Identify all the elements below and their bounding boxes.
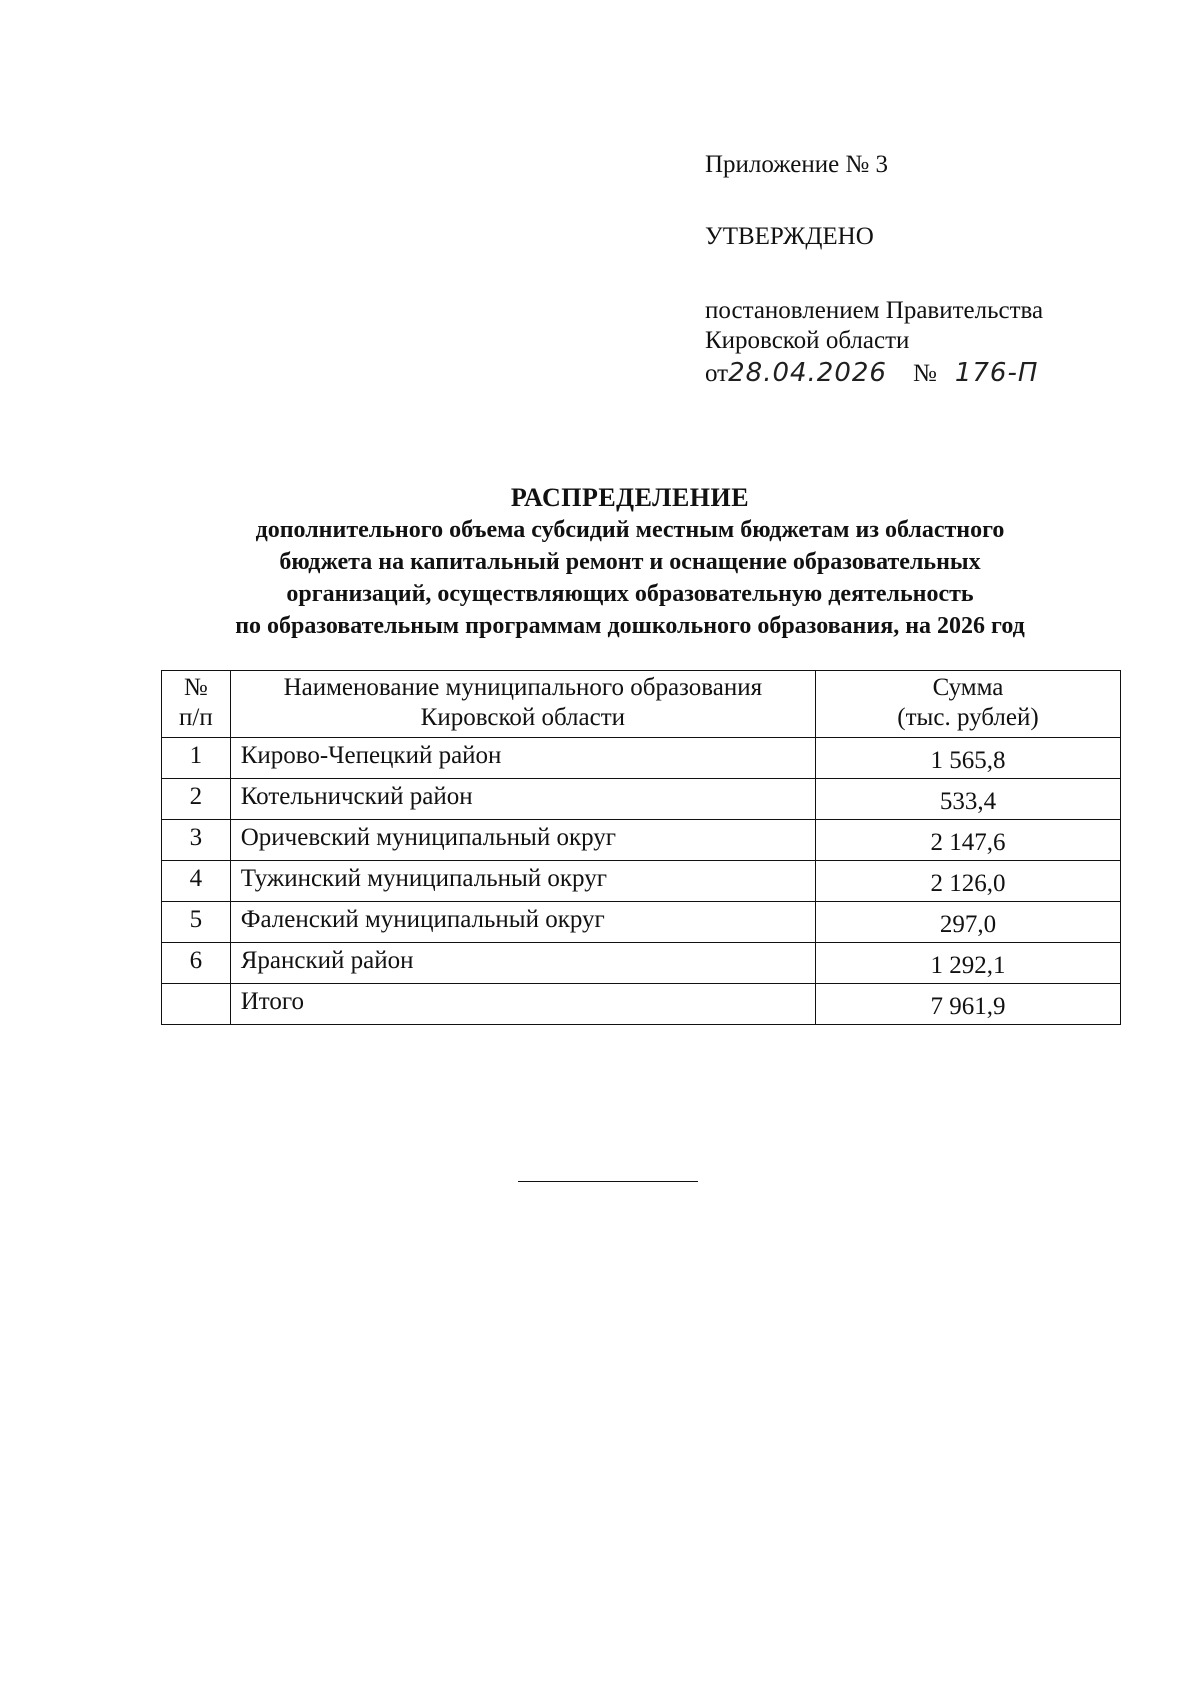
row-sum: 533,4	[815, 779, 1120, 820]
heading-title: РАСПРЕДЕЛЕНИЕ	[510, 483, 750, 512]
document-heading	[150, 482, 1110, 642]
header-name-line2: Кировской области	[420, 704, 626, 731]
table-row	[162, 820, 1121, 861]
row-sum: 297,0	[815, 902, 1120, 943]
header-number-line2: п/п	[179, 704, 213, 731]
row-number: 2	[162, 779, 231, 820]
approval-block	[705, 150, 1145, 389]
header-sum-line1: Сумма	[932, 674, 1004, 701]
row-name: Оричевский муниципальный округ	[230, 820, 815, 861]
distribution-table	[161, 670, 1121, 1025]
table-row	[162, 943, 1121, 984]
row-name: Котельничский район	[230, 779, 815, 820]
table-header-row	[162, 671, 1121, 738]
table-total-row	[162, 984, 1121, 1025]
heading-line1: дополнительного объема субсидий местным бюджетам из областного	[255, 517, 1005, 543]
total-sum: 7 961,9	[815, 984, 1120, 1025]
row-name: Кирово-Чепецкий район	[230, 738, 815, 779]
heading-line2: бюджета на капитальный ремонт и оснащение образовательных	[279, 549, 981, 575]
header-number-line1: №	[183, 674, 208, 701]
header-name-line1: Наименование муниципального образования	[283, 674, 763, 701]
row-sum: 1 292,1	[815, 943, 1120, 984]
header-number	[162, 671, 231, 738]
appendix-label: Приложение № 3	[705, 151, 889, 178]
decree-date-number	[705, 358, 1145, 389]
table-row	[162, 779, 1121, 820]
heading-line3: организаций, осуществляющих образовательную деятельность	[286, 581, 974, 607]
row-sum: 1 565,8	[815, 738, 1120, 779]
row-number: 4	[162, 861, 231, 902]
total-label: Итого	[230, 984, 815, 1025]
table-row	[162, 861, 1121, 902]
row-number: 1	[162, 738, 231, 779]
row-number: 3	[162, 820, 231, 861]
heading-line4: по образовательным программам дошкольного образования, на 2026 год	[235, 613, 1025, 639]
approved-label: УТВЕРЖДЕНО	[705, 223, 874, 250]
row-name: Фаленский муниципальный округ	[230, 902, 815, 943]
table-row	[162, 902, 1121, 943]
closing-separator-line	[518, 1181, 698, 1182]
decree-text-line1: постановлением Правительства	[705, 297, 1044, 324]
row-name: Тужинский муниципальный округ	[230, 861, 815, 902]
from-label: от	[705, 360, 729, 387]
handwritten-number: 176-П	[954, 358, 1039, 388]
decree-text-line2: Кировской области	[705, 327, 910, 354]
row-number: 6	[162, 943, 231, 984]
total-number	[162, 984, 231, 1025]
row-sum: 2 147,6	[815, 820, 1120, 861]
header-sum-line2: (тыс. рублей)	[897, 704, 1039, 731]
row-sum: 2 126,0	[815, 861, 1120, 902]
handwritten-date: 28.04.2026	[728, 358, 887, 388]
header-name	[230, 671, 815, 738]
row-number: 5	[162, 902, 231, 943]
table-row	[162, 738, 1121, 779]
header-sum	[815, 671, 1120, 738]
number-sign: №	[912, 360, 937, 387]
row-name: Яранский район	[230, 943, 815, 984]
